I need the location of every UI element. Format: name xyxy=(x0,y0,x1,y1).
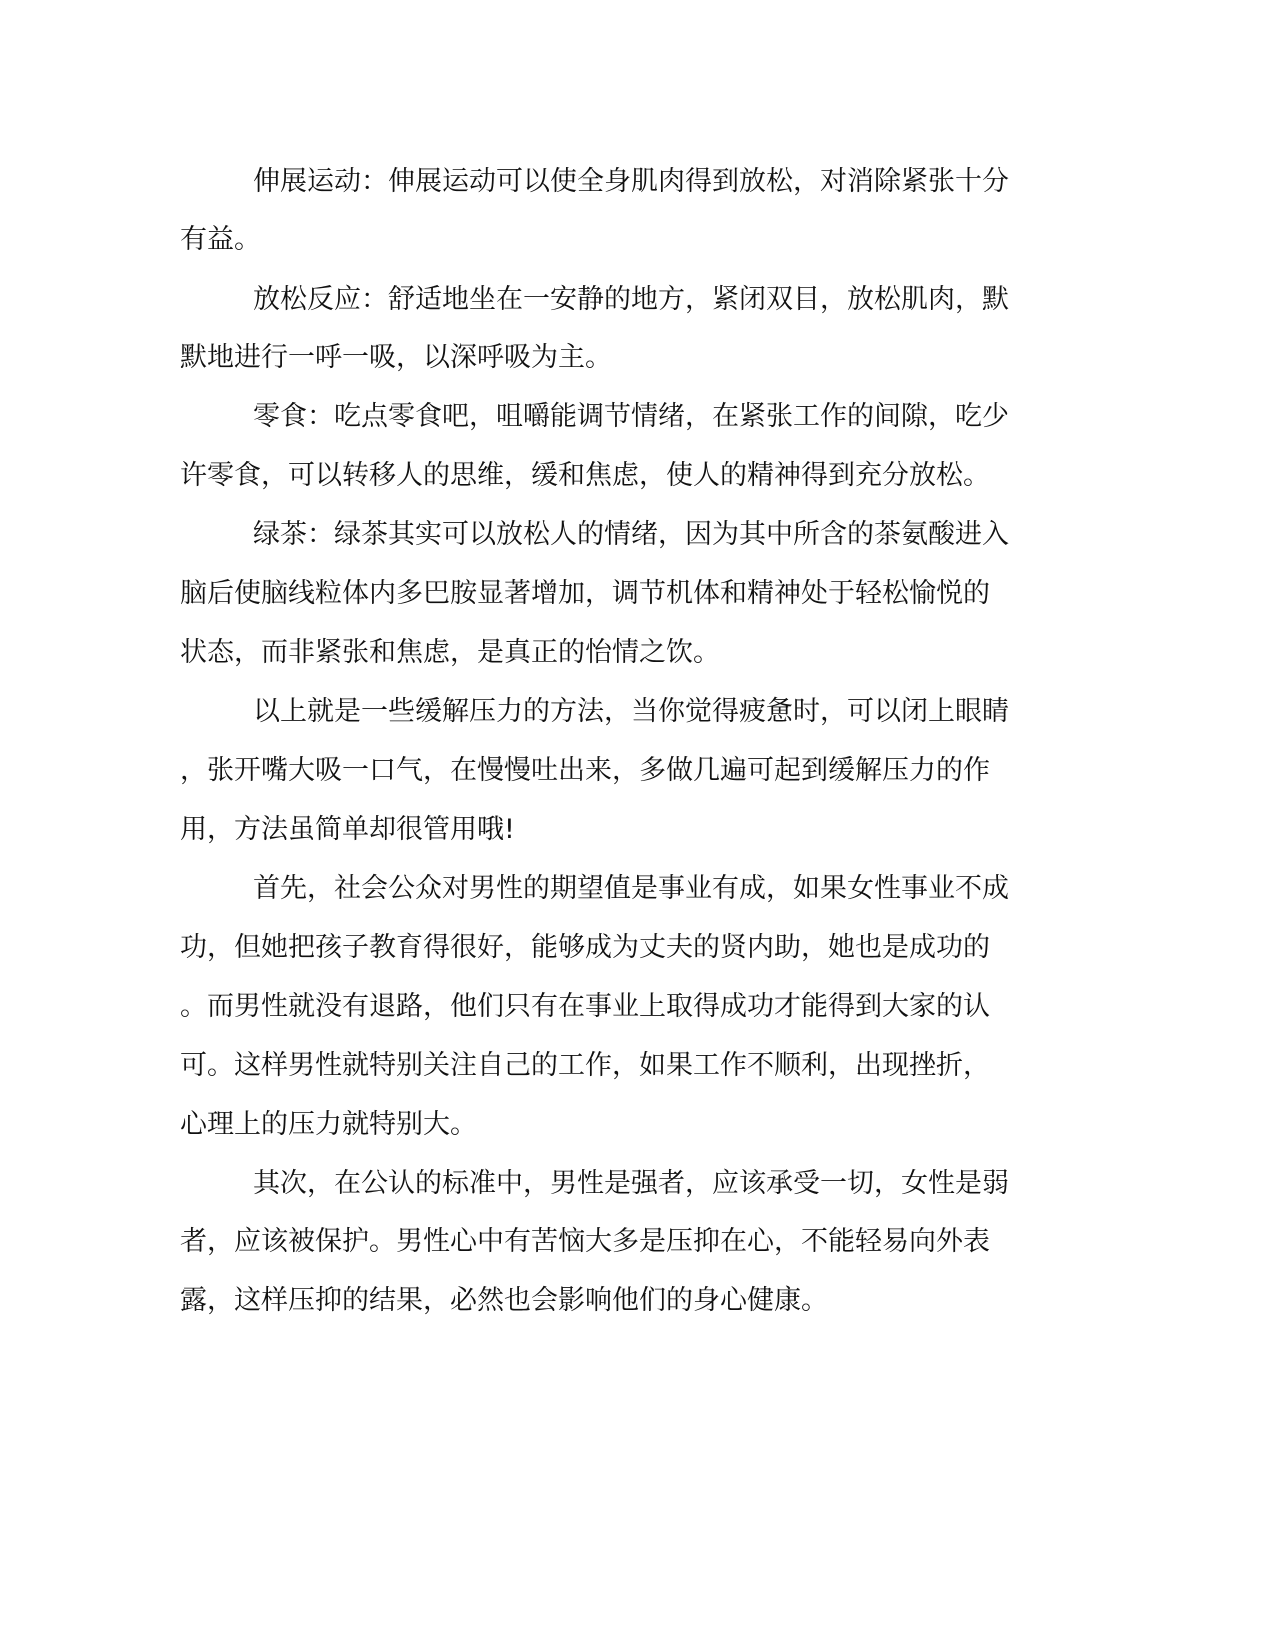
text-line: 脑后使脑线粒体内多巴胺显著增加，调节机体和精神处于轻松愉悦的 xyxy=(180,578,990,609)
text-line: 心理上的压力就特别大。 xyxy=(180,1109,477,1140)
text-line: 伸展运动：伸展运动可以使全身肌肉得到放松，对消除紧张十分 xyxy=(253,166,1009,197)
text-line: 状态，而非紧张和焦虑，是真正的怡情之饮。 xyxy=(180,637,720,668)
text-line: 用，方法虽简单却很管用哦! xyxy=(180,814,515,845)
text-line: 绿茶：绿茶其实可以放松人的情绪，因为其中所含的茶氨酸进入 xyxy=(253,519,1009,550)
text-line: 许零食，可以转移人的思维，缓和焦虑，使人的精神得到充分放松。 xyxy=(180,460,990,491)
text-line: 者，应该被保护。男性心中有苦恼大多是压抑在心，不能轻易向外表 xyxy=(180,1226,990,1257)
text-line: 默地进行一呼一吸，以深呼吸为主。 xyxy=(180,342,612,373)
text-line: 露，这样压抑的结果，必然也会影响他们的身心健康。 xyxy=(180,1285,828,1316)
text-line: 有益。 xyxy=(180,224,261,255)
text-line: 其次，在公认的标准中，男性是强者，应该承受一切，女性是弱 xyxy=(253,1168,1009,1199)
text-line: 以上就是一些缓解压力的方法，当你觉得疲惫时，可以闭上眼睛 xyxy=(253,696,1009,727)
text-line: 放松反应：舒适地坐在一安静的地方，紧闭双目，放松肌肉，默 xyxy=(253,284,1009,315)
text-line: 功，但她把孩子教育得很好，能够成为丈夫的贤内助，她也是成功的 xyxy=(180,932,990,963)
text-line: 。而男性就没有退路，他们只有在事业上取得成功才能得到大家的认 xyxy=(180,991,990,1022)
text-line: 零食：吃点零食吧，咀嚼能调节情绪，在紧张工作的间隙，吃少 xyxy=(253,401,1009,432)
text-line: 可。这样男性就特别关注自己的工作，如果工作不顺利，出现挫折， xyxy=(180,1050,990,1081)
text-line: 首先，社会公众对男性的期望值是事业有成，如果女性事业不成 xyxy=(253,873,1009,904)
text-line: ，张开嘴大吸一口气，在慢慢吐出来，多做几遍可起到缓解压力的作 xyxy=(180,755,990,786)
